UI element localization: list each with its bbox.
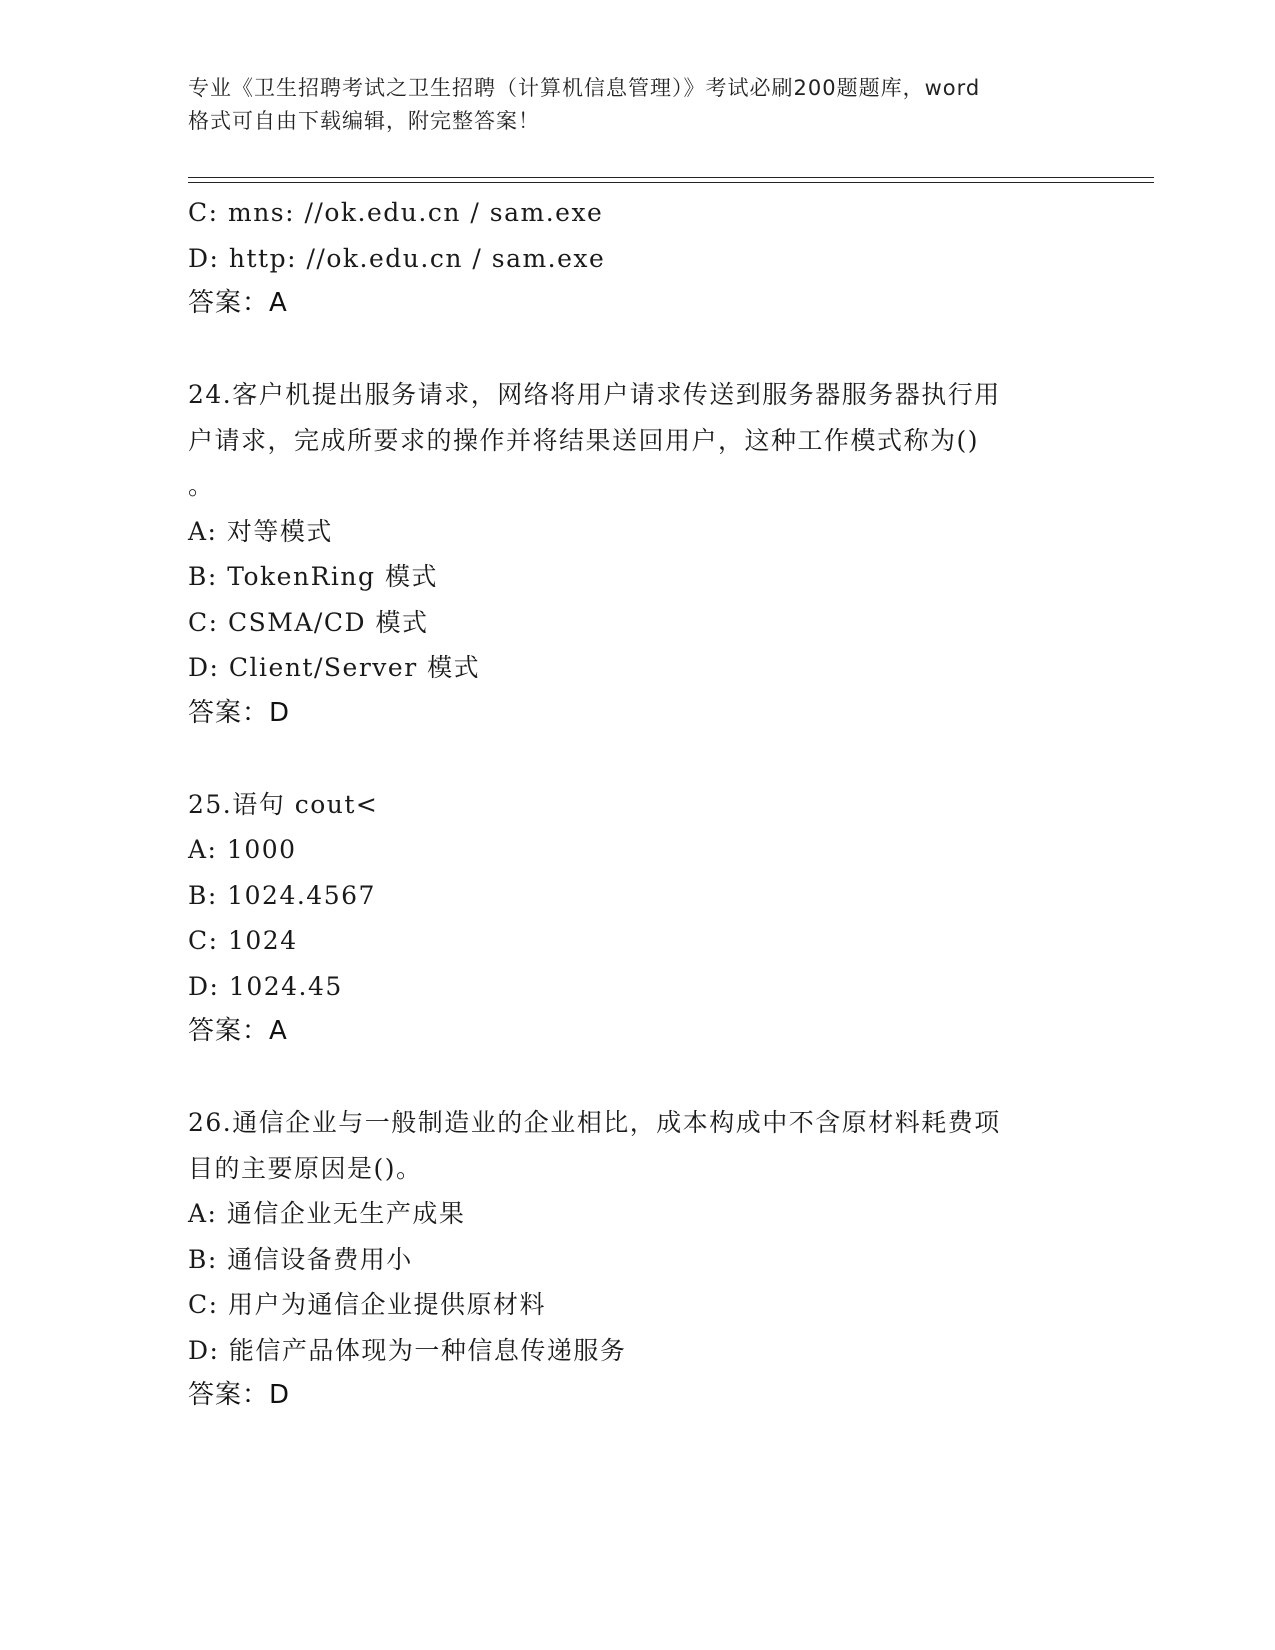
spacer — [188, 1055, 1088, 1101]
answer-line: 答案：D — [188, 1380, 291, 1410]
option-a: A: 1000 — [188, 835, 297, 864]
header-divider-bottom — [188, 182, 1154, 183]
answer-line: 答案：A — [188, 1016, 288, 1046]
question-26 — [188, 1100, 1088, 1419]
answer-line: 答案：D — [188, 697, 291, 728]
option-a: A: 对等模式 — [188, 516, 333, 546]
option-b: B: 通信设备费用小 — [188, 1244, 413, 1274]
question-text-line: 户请求，完成所要求的操作并将结果送回用户，这种工作模式称为() — [188, 425, 980, 455]
option-c: C: 用户为通信企业提供原材料 — [188, 1290, 546, 1319]
question-25 — [188, 782, 1088, 1055]
option-d: D: 能信产品体现为一种信息传递服务 — [188, 1335, 627, 1365]
question-text-line: 。 — [188, 471, 215, 500]
previous-question-tail — [188, 190, 1088, 327]
header-title-line-1: 专业《卫生招聘考试之卫生招聘（计算机信息管理）》考试必刷200题题库，word — [188, 76, 981, 100]
spacer — [188, 736, 1088, 782]
option-a: A: 通信企业无生产成果 — [188, 1199, 466, 1228]
option-d: D: Client/Server 模式 — [188, 653, 481, 682]
option-b: B: TokenRing 模式 — [188, 562, 438, 591]
option-d: D: http: //ok.edu.cn / sam.exe — [188, 243, 606, 273]
option-b: B: 1024.4567 — [188, 880, 376, 910]
option-c: C: 1024 — [188, 926, 298, 955]
spacer — [188, 327, 1088, 373]
question-24 — [188, 372, 1088, 736]
option-c: C: mns: //ok.edu.cn / sam.exe — [188, 198, 604, 227]
document-body — [188, 190, 1088, 1419]
header-title-line-2: 格式可自由下载编辑，附完整答案！ — [188, 109, 540, 133]
header-divider-top — [188, 177, 1154, 178]
document-header — [188, 72, 1088, 138]
question-text-line: 25.语句 cout< — [188, 789, 379, 819]
option-d: D: 1024.45 — [188, 971, 343, 1001]
option-c: C: CSMA/CD 模式 — [188, 607, 429, 637]
answer-line: 答案：A — [188, 288, 288, 318]
question-text-line: 26.通信企业与一般制造业的企业相比，成本构成中不含原材料耗费项 — [188, 1108, 1001, 1137]
question-text-line: 目的主要原因是()。 — [188, 1153, 423, 1183]
question-text-line: 24.客户机提出服务请求，网络将用户请求传送到服务器服务器执行用 — [188, 380, 1001, 409]
